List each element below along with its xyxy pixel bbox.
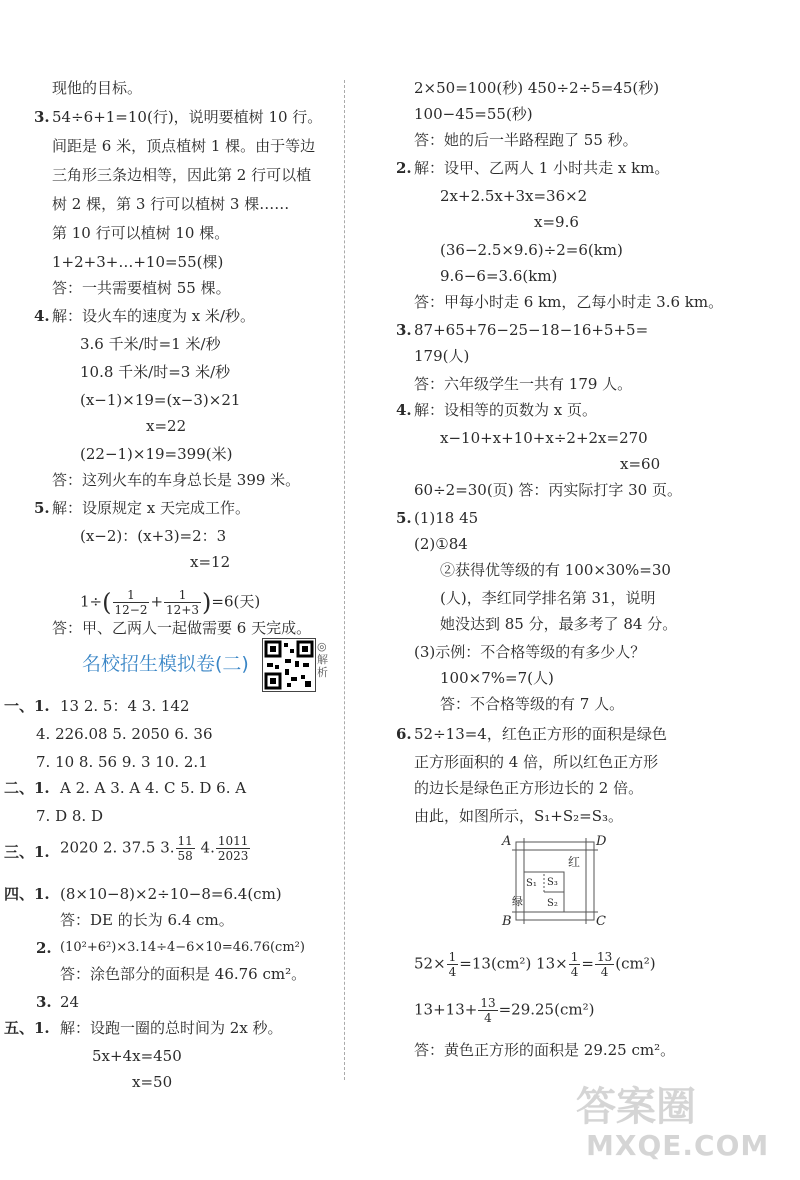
eq-part: 4.	[195, 838, 215, 857]
fraction	[478, 996, 497, 1025]
vertex-label: A	[502, 834, 512, 849]
fraction	[113, 588, 150, 617]
numerator: 1	[164, 588, 201, 603]
text-line: 解：设跑一圈的总时间为 2x 秒。	[60, 1019, 283, 1037]
answer-row: 7. 10 8. 56 9. 3 10. 2.1	[36, 753, 208, 771]
text-line: 2x+2.5x+3x=36×2	[440, 187, 588, 205]
item-number: 4.	[396, 401, 412, 419]
denominator: 4	[600, 965, 609, 979]
item-number: 四、1.	[4, 885, 50, 903]
text-line: 第 10 行可以植树 10 棵。	[52, 224, 230, 242]
answer-row: 4. 226.08 5. 2050 6. 36	[36, 725, 213, 743]
text-line: (1)18 45	[414, 509, 479, 527]
item-number: 2.	[36, 939, 52, 957]
text-line: 3.6 千米/时=1 米/秒	[80, 335, 221, 353]
eq-part: =	[581, 954, 594, 973]
text-line: x=50	[132, 1073, 173, 1091]
numerator: 13	[480, 996, 496, 1010]
answer-row-fractions	[60, 834, 251, 863]
eq-part: 2020 2. 37.5 3.	[60, 838, 175, 857]
denominator: 4	[570, 965, 579, 979]
denominator: 12+3	[166, 603, 200, 617]
item-number: 一、1.	[4, 697, 50, 715]
text-line: (8×10−8)×2÷10−8=6.4(cm)	[60, 885, 282, 903]
fraction	[569, 950, 581, 979]
text-line: 间距是 6 米，顶点植树 1 棵。由于等边	[52, 137, 316, 155]
text-line: (10²+6²)×3.14÷4−6×10=46.76(cm²)	[60, 940, 305, 955]
column-divider	[344, 80, 345, 1080]
text-line: x=22	[146, 417, 187, 435]
text-line: 9.6−6=3.6(km)	[440, 267, 558, 285]
fraction	[447, 950, 459, 979]
numerator: 13	[596, 950, 613, 964]
eq-part: 1÷	[80, 592, 103, 611]
item-number: 4.	[34, 307, 50, 325]
answer-row: 7. D 8. D	[36, 807, 103, 825]
fraction	[595, 950, 614, 979]
fraction	[216, 834, 251, 863]
text-line: 正方形面积的 4 倍，所以红色正方形	[414, 753, 659, 771]
eq-part: +	[150, 592, 164, 611]
denominator: 4	[448, 965, 457, 979]
answer-line: 答：一共需要植树 55 棵。	[52, 279, 231, 297]
fraction	[164, 588, 201, 617]
vertex-label: D	[596, 834, 607, 849]
item-number: 3.	[396, 321, 412, 339]
answer-line: 答：不合格等级的有 7 人。	[440, 695, 625, 713]
text-line: (人)，李红同学排名第 31，说明	[440, 589, 656, 607]
answer-line: 答：甲、乙两人一起做需要 6 天完成。	[52, 619, 312, 637]
text-line: 解：设火车的速度为 x 米/秒。	[52, 307, 256, 325]
text-line: (22−1)×19=399(米)	[80, 445, 233, 463]
fraction-equation: 1÷( $\frac{1}{12-2}$ + $\frac{1}{12+3}$ )=6(天)	[80, 588, 261, 617]
text-line: 解：设原规定 x 天完成工作。	[52, 499, 250, 517]
answer-line: 答：甲每小时走 6 km，乙每小时走 3.6 km。	[414, 293, 724, 311]
text-line: 树 2 棵，第 3 行可以植树 3 棵……	[52, 195, 290, 213]
text-line: 100−45=55(秒)	[414, 105, 533, 123]
answer-line: 答：黄色正方形的面积是 29.25 cm²。	[414, 1041, 676, 1059]
item-number: 5.	[34, 499, 50, 517]
answer-line: 答：这列火车的车身总长是 399 米。	[52, 471, 301, 489]
text-line: 5x+4x=450	[92, 1047, 182, 1065]
text-line: (2)①84	[414, 535, 468, 553]
text-line: 10.8 千米/时=3 米/秒	[80, 363, 231, 381]
numerator: 11	[177, 834, 193, 848]
text-line: 54÷6+1=10(行)，说明要植树 10 行。	[52, 108, 323, 126]
eq-part: =29.25(cm²)	[498, 1000, 595, 1019]
vertex-label: B	[502, 914, 512, 929]
answer-line: 答：她的后一半路程跑了 55 秒。	[414, 131, 638, 149]
region-label: 绿	[512, 895, 523, 908]
item-number: 二、1.	[4, 779, 50, 797]
text-line: 解：设甲、乙两人 1 小时共走 x km。	[414, 159, 670, 177]
watermark-bottom: MXQE.COM	[586, 1129, 770, 1162]
fraction	[176, 834, 195, 863]
fraction-equation	[414, 996, 594, 1025]
denominator: 4	[484, 1011, 492, 1025]
text-line: 24	[60, 993, 80, 1011]
answer-line: 答：DE 的长为 6.4 cm。	[60, 911, 234, 929]
section-title: 名校招生模拟卷(二)	[82, 653, 249, 675]
fraction-equation	[414, 950, 656, 979]
item-number: 5.	[396, 509, 412, 527]
item-number: 2.	[396, 159, 412, 177]
text-line: (36−2.5×9.6)÷2=6(km)	[440, 241, 623, 259]
text-line: 三角形三条边相等，因此第 2 行可以植	[52, 166, 312, 184]
text-line: 的边长是绿色正方形边长的 2 倍。	[414, 779, 644, 797]
eq-part: (cm²)	[615, 954, 656, 973]
answer-line: 答：六年级学生一共有 179 人。	[414, 375, 633, 393]
denominator: 2023	[217, 849, 249, 863]
text-line: (3)示例：不合格等级的有多少人？	[414, 643, 646, 661]
text-line: 1+2+3+…+10=55(棵)	[52, 253, 224, 271]
text-line: 52÷13=4，红色正方形的面积是绿色	[414, 725, 667, 743]
region-label: S₃	[547, 877, 558, 888]
answer-row: A 2. A 3. A 4. C 5. D 6. A	[60, 779, 247, 797]
square-figure	[498, 830, 618, 930]
text-line: 现他的目标。	[52, 79, 143, 97]
watermark-top: 答案圈	[576, 1084, 696, 1130]
text-line: 由此，如图所示，S₁+S₂=S₃。	[414, 807, 624, 825]
item-number: 3.	[36, 993, 52, 1011]
text-line: x=9.6	[534, 213, 579, 231]
region-label: S₁	[526, 878, 537, 889]
text-line: x=12	[190, 553, 231, 571]
text-line: 她没达到 85 分，最多考了 84 分。	[440, 615, 678, 633]
eq-part: 52×	[414, 954, 446, 973]
qr-code-icon[interactable]	[262, 638, 316, 692]
region-label: 红	[568, 855, 581, 869]
text-line: 解：设相等的页数为 x 页。	[414, 401, 597, 419]
text-line: 100×7%=7(人)	[440, 669, 554, 687]
denominator: 58	[177, 849, 193, 863]
item-number: 3.	[34, 108, 50, 126]
answer-line: 60÷2=30(页) 答：丙实际打字 30 页。	[414, 481, 682, 499]
text-line: (x−2)：(x+3)=2：3	[80, 527, 227, 545]
eq-part: =13(cm²) 13×	[459, 954, 568, 973]
eq-part: 13+13+	[414, 1000, 478, 1019]
text-line: x=60	[620, 455, 661, 473]
text-line: 2×50=100(秒) 450÷2÷5=45(秒)	[414, 79, 660, 97]
numerator: 1	[570, 950, 579, 964]
text-line: (x−1)×19=(x−3)×21	[80, 391, 241, 409]
text-line: x−10+x+10+x÷2+2x=270	[440, 429, 648, 447]
text-line: ②获得优等级的有 100×30%=30	[440, 561, 671, 579]
denominator: 12−2	[114, 603, 148, 617]
numerator: 1	[448, 950, 457, 964]
numerator: 1	[113, 588, 150, 603]
answer-line: 答：涂色部分的面积是 46.76 cm²。	[60, 965, 307, 983]
region-label: S₂	[547, 898, 558, 909]
answer-row: 13 2. 5：4 3. 142	[60, 697, 190, 715]
qr-label: ◎解析	[317, 640, 328, 679]
text-line: 179(人)	[414, 347, 470, 365]
vertex-label: C	[596, 914, 606, 929]
eq-part: =6(天)	[211, 592, 261, 611]
item-number: 6.	[396, 725, 412, 743]
item-number: 三、1.	[4, 843, 50, 861]
text-line: 87+65+76−25−18−16+5+5=	[414, 321, 649, 339]
watermark-logo	[576, 1075, 786, 1170]
item-number: 五、1.	[4, 1019, 50, 1037]
numerator: 1011	[217, 834, 249, 848]
